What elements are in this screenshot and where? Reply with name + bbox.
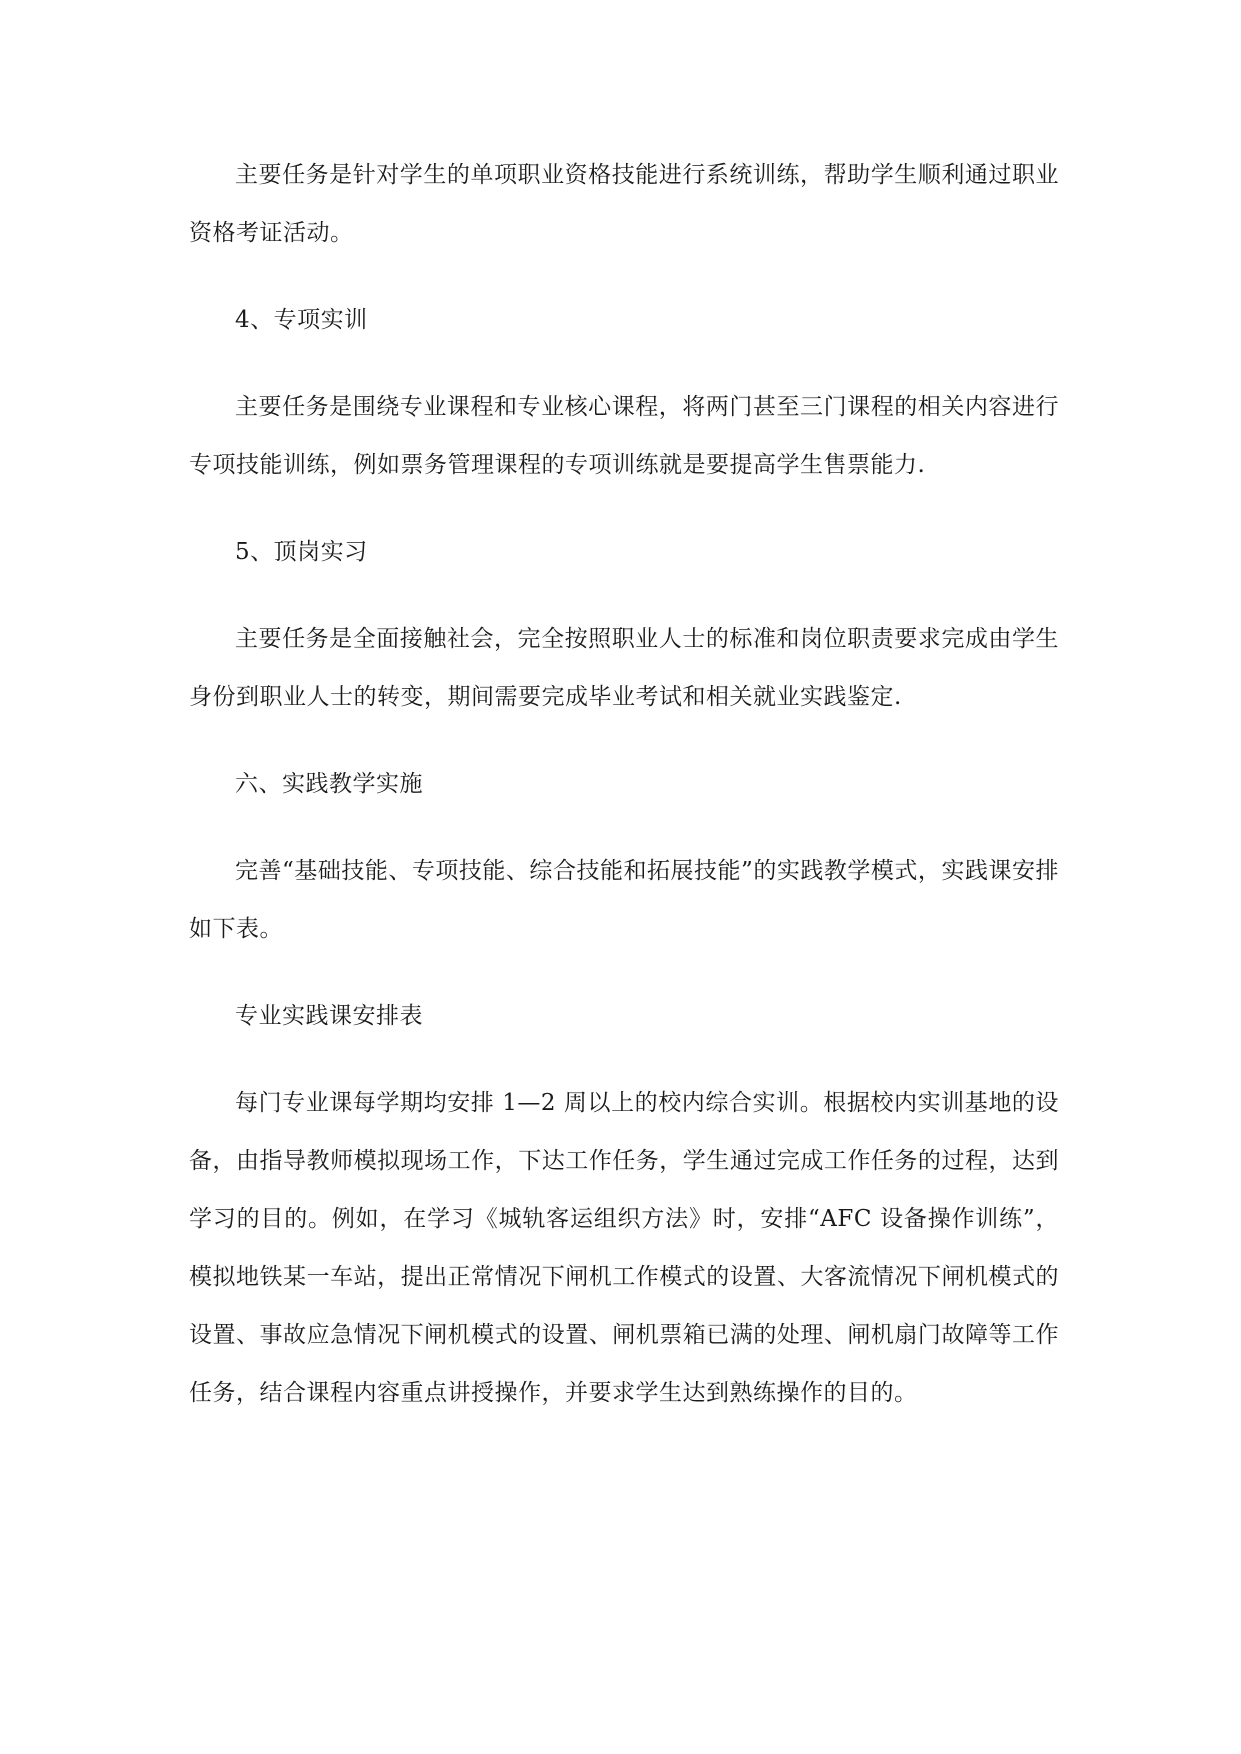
heading-schedule-table: 专业实践课安排表	[235, 1003, 423, 1029]
paragraph-2: 主要任务是围绕专业课程和专业核心课程，将两门甚至三门课程的相关内容进行专项技能训练，例如票务管理课程的专项训练就是要提高学生售票能力.	[189, 394, 1059, 478]
paragraph-1: 主要任务是针对学生的单项职业资格技能进行系统训练，帮助学生顺利通过职业资格考证活动。	[189, 162, 1059, 246]
paragraph-5: 每门专业课每学期均安排 1—2 周以上的校内综合实训。根据校内实训基地的设备，由指导教师模拟现场工作，下达工作任务，学生通过完成工作任务的过程，达到学习的目的。例如，在学习《城轨客运组织方法》时，安排“AFC 设备操作训练”，模拟地铁某一车站，提出正常情况下闸机工作模式的设置、大客流情况下闸机模式的设置、事故应急情况下闸机模式的设置、闸机票箱已满的处理、闸机扇门故障等工作任务，结合课程内容重点讲授操作，并要求学生达到熟练操作的目的。	[189, 1090, 1059, 1406]
heading-special-training: 4、专项实训	[235, 307, 368, 333]
heading-practice-teaching: 六、实践教学实施	[235, 771, 423, 797]
heading-internship: 5、顶岗实习	[235, 539, 368, 565]
paragraph-3: 主要任务是全面接触社会，完全按照职业人士的标准和岗位职责要求完成由学生身份到职业人士的转变，期间需要完成毕业考试和相关就业实践鉴定.	[189, 626, 1059, 710]
paragraph-4: 完善“基础技能、专项技能、综合技能和拓展技能”的实践教学模式，实践课安排如下表。	[189, 858, 1059, 942]
